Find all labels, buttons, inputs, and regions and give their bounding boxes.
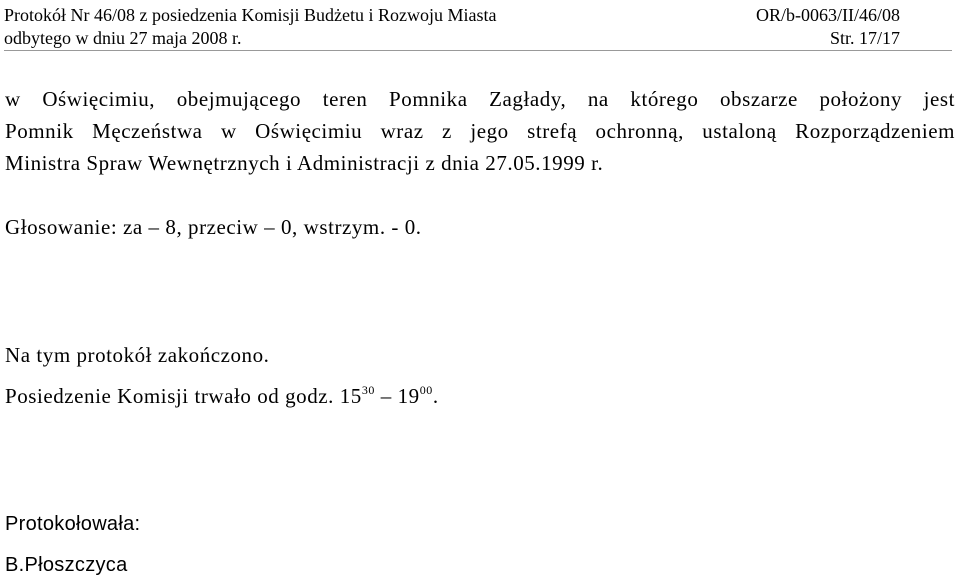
header-row-1 <box>4 4 952 27</box>
page-number: Str. 17/17 <box>829 28 900 48</box>
recorder-name: B.Płoszczyca <box>5 554 128 576</box>
closing-statement: Na tym protokół zakończono. <box>5 343 270 367</box>
start-minutes: 30 <box>361 383 375 397</box>
paragraph-line-3: Ministra Spraw Wewnętrznych i Administracji z dnia 27.05.1999 r. <box>5 151 604 175</box>
document-reference: OR/b-0063/II/46/08 <box>756 5 900 25</box>
duration-dash: – 19 <box>374 384 420 408</box>
end-minutes: 00 <box>419 383 433 397</box>
page-header <box>4 4 952 51</box>
vote-result: Głosowanie: za – 8, przeciw – 0, wstrzym. - 0. <box>5 215 422 239</box>
duration-end: . <box>432 384 439 408</box>
paragraph-line-2: Pomnik Męczeństwa w Oświęcimiu wraz z jego strefą ochronną, ustaloną Rozporządzeniem <box>5 119 955 143</box>
paragraph-line-1: w Oświęcimiu, obejmującego teren Pomnika Zagłady, na którego obszarze położony jest <box>5 87 955 111</box>
recorded-by-label: Protokołowała: <box>5 513 141 535</box>
header-title: Protokół Nr 46/08 z posiedzenia Komisji Budżetu i Rozwoju Miasta <box>4 5 497 25</box>
header-row-2 <box>4 27 952 50</box>
duration-text: Posiedzenie Komisji trwało od godz. 15 <box>5 384 362 408</box>
resolution-paragraph <box>5 83 955 179</box>
header-date: odbytego w dniu 27 maja 2008 r. <box>4 28 242 48</box>
meeting-duration <box>5 380 955 412</box>
